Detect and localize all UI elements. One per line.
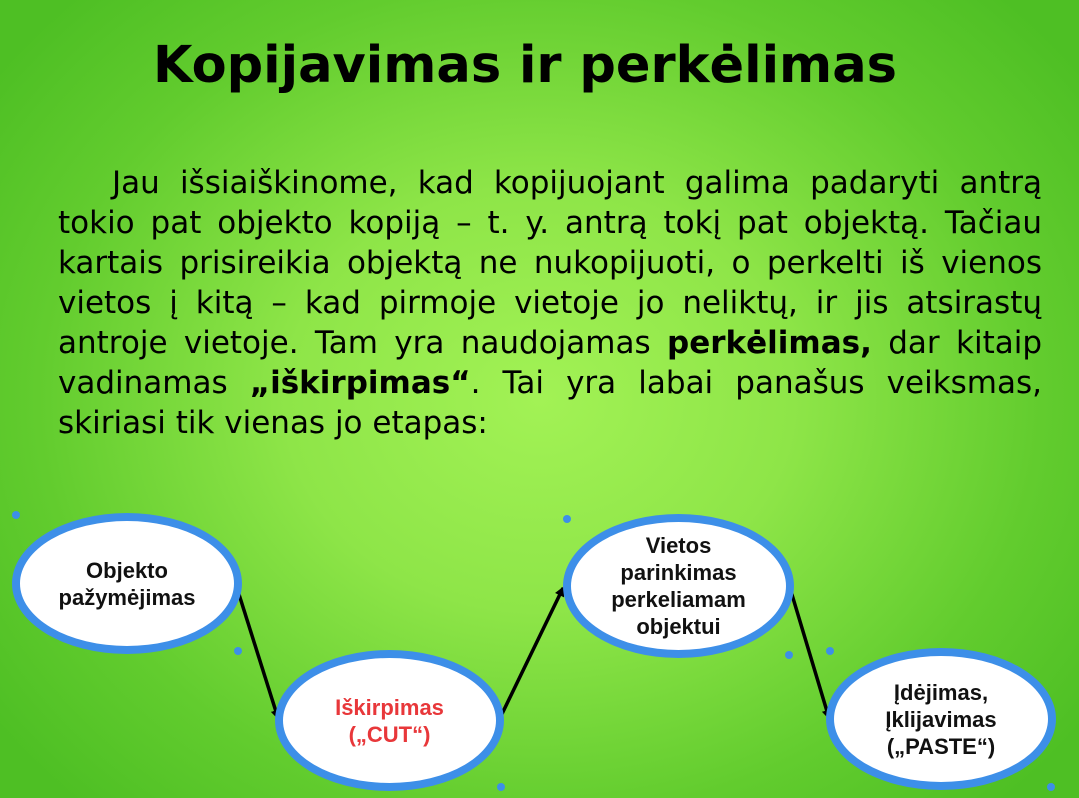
step-label xyxy=(59,557,196,611)
step-line: Objekto xyxy=(86,557,168,583)
step-line: („CUT“) xyxy=(348,721,431,747)
step-line: („PASTE“) xyxy=(886,733,996,759)
selection-handle-dot xyxy=(497,783,505,791)
step-cut xyxy=(275,650,504,791)
arrow-step1-to-step2 xyxy=(237,588,278,718)
page-title: Kopijavimas ir perkėlimas xyxy=(153,36,897,95)
step-paste xyxy=(826,648,1056,790)
paragraph-bold-1: perkėlimas, xyxy=(667,325,872,361)
step-line: parinkimas xyxy=(620,560,737,585)
selection-handle-dot xyxy=(234,647,242,655)
arrow-step3-to-step4 xyxy=(790,588,829,718)
selection-handle-dot xyxy=(826,647,834,655)
selection-handle-dot xyxy=(563,515,571,523)
paragraph-text-2: dar kitaip vadinamas xyxy=(58,325,1043,401)
selection-handle-dot xyxy=(1047,783,1055,791)
step-label xyxy=(611,532,746,640)
step-line: Įdėjimas, xyxy=(893,679,989,705)
paragraph-text-3: . Tai yra labai panašus veiksmas, skiriasi tik vienas jo etapas: xyxy=(58,365,1042,441)
selection-handle-dot xyxy=(12,511,20,519)
arrow-step2-to-step3 xyxy=(500,588,563,718)
step-line: Iškirpimas xyxy=(335,694,444,720)
step-line: perkeliamam xyxy=(611,587,746,612)
step-line: Įklijavimas xyxy=(885,706,997,732)
step-mark-object xyxy=(12,513,242,654)
step-choose-location xyxy=(563,514,794,658)
paragraph-text-1: Jau išsiaiškinome, kad kopijuojant galima padaryti antrą tokio pat objekto kopiją – t. y. antrą tokį pat objektą. Tačiau kartais prisireikia objektą ne nukopijuoti, o perkelti iš vienos vietos į kitą – kad pirmoje vietoje jo neliktų, ir jis atsirastų antroje vietoje. Tam yra naudojamas xyxy=(58,165,1042,361)
step-label xyxy=(885,679,996,760)
paragraph-bold-2: „iškirpimas“ xyxy=(249,365,471,401)
step-label xyxy=(335,694,444,748)
step-line: pažymėjimas xyxy=(58,584,196,610)
selection-handle-dot xyxy=(785,651,793,659)
step-line: Vietos xyxy=(645,533,712,558)
step-line: objektui xyxy=(636,614,721,639)
